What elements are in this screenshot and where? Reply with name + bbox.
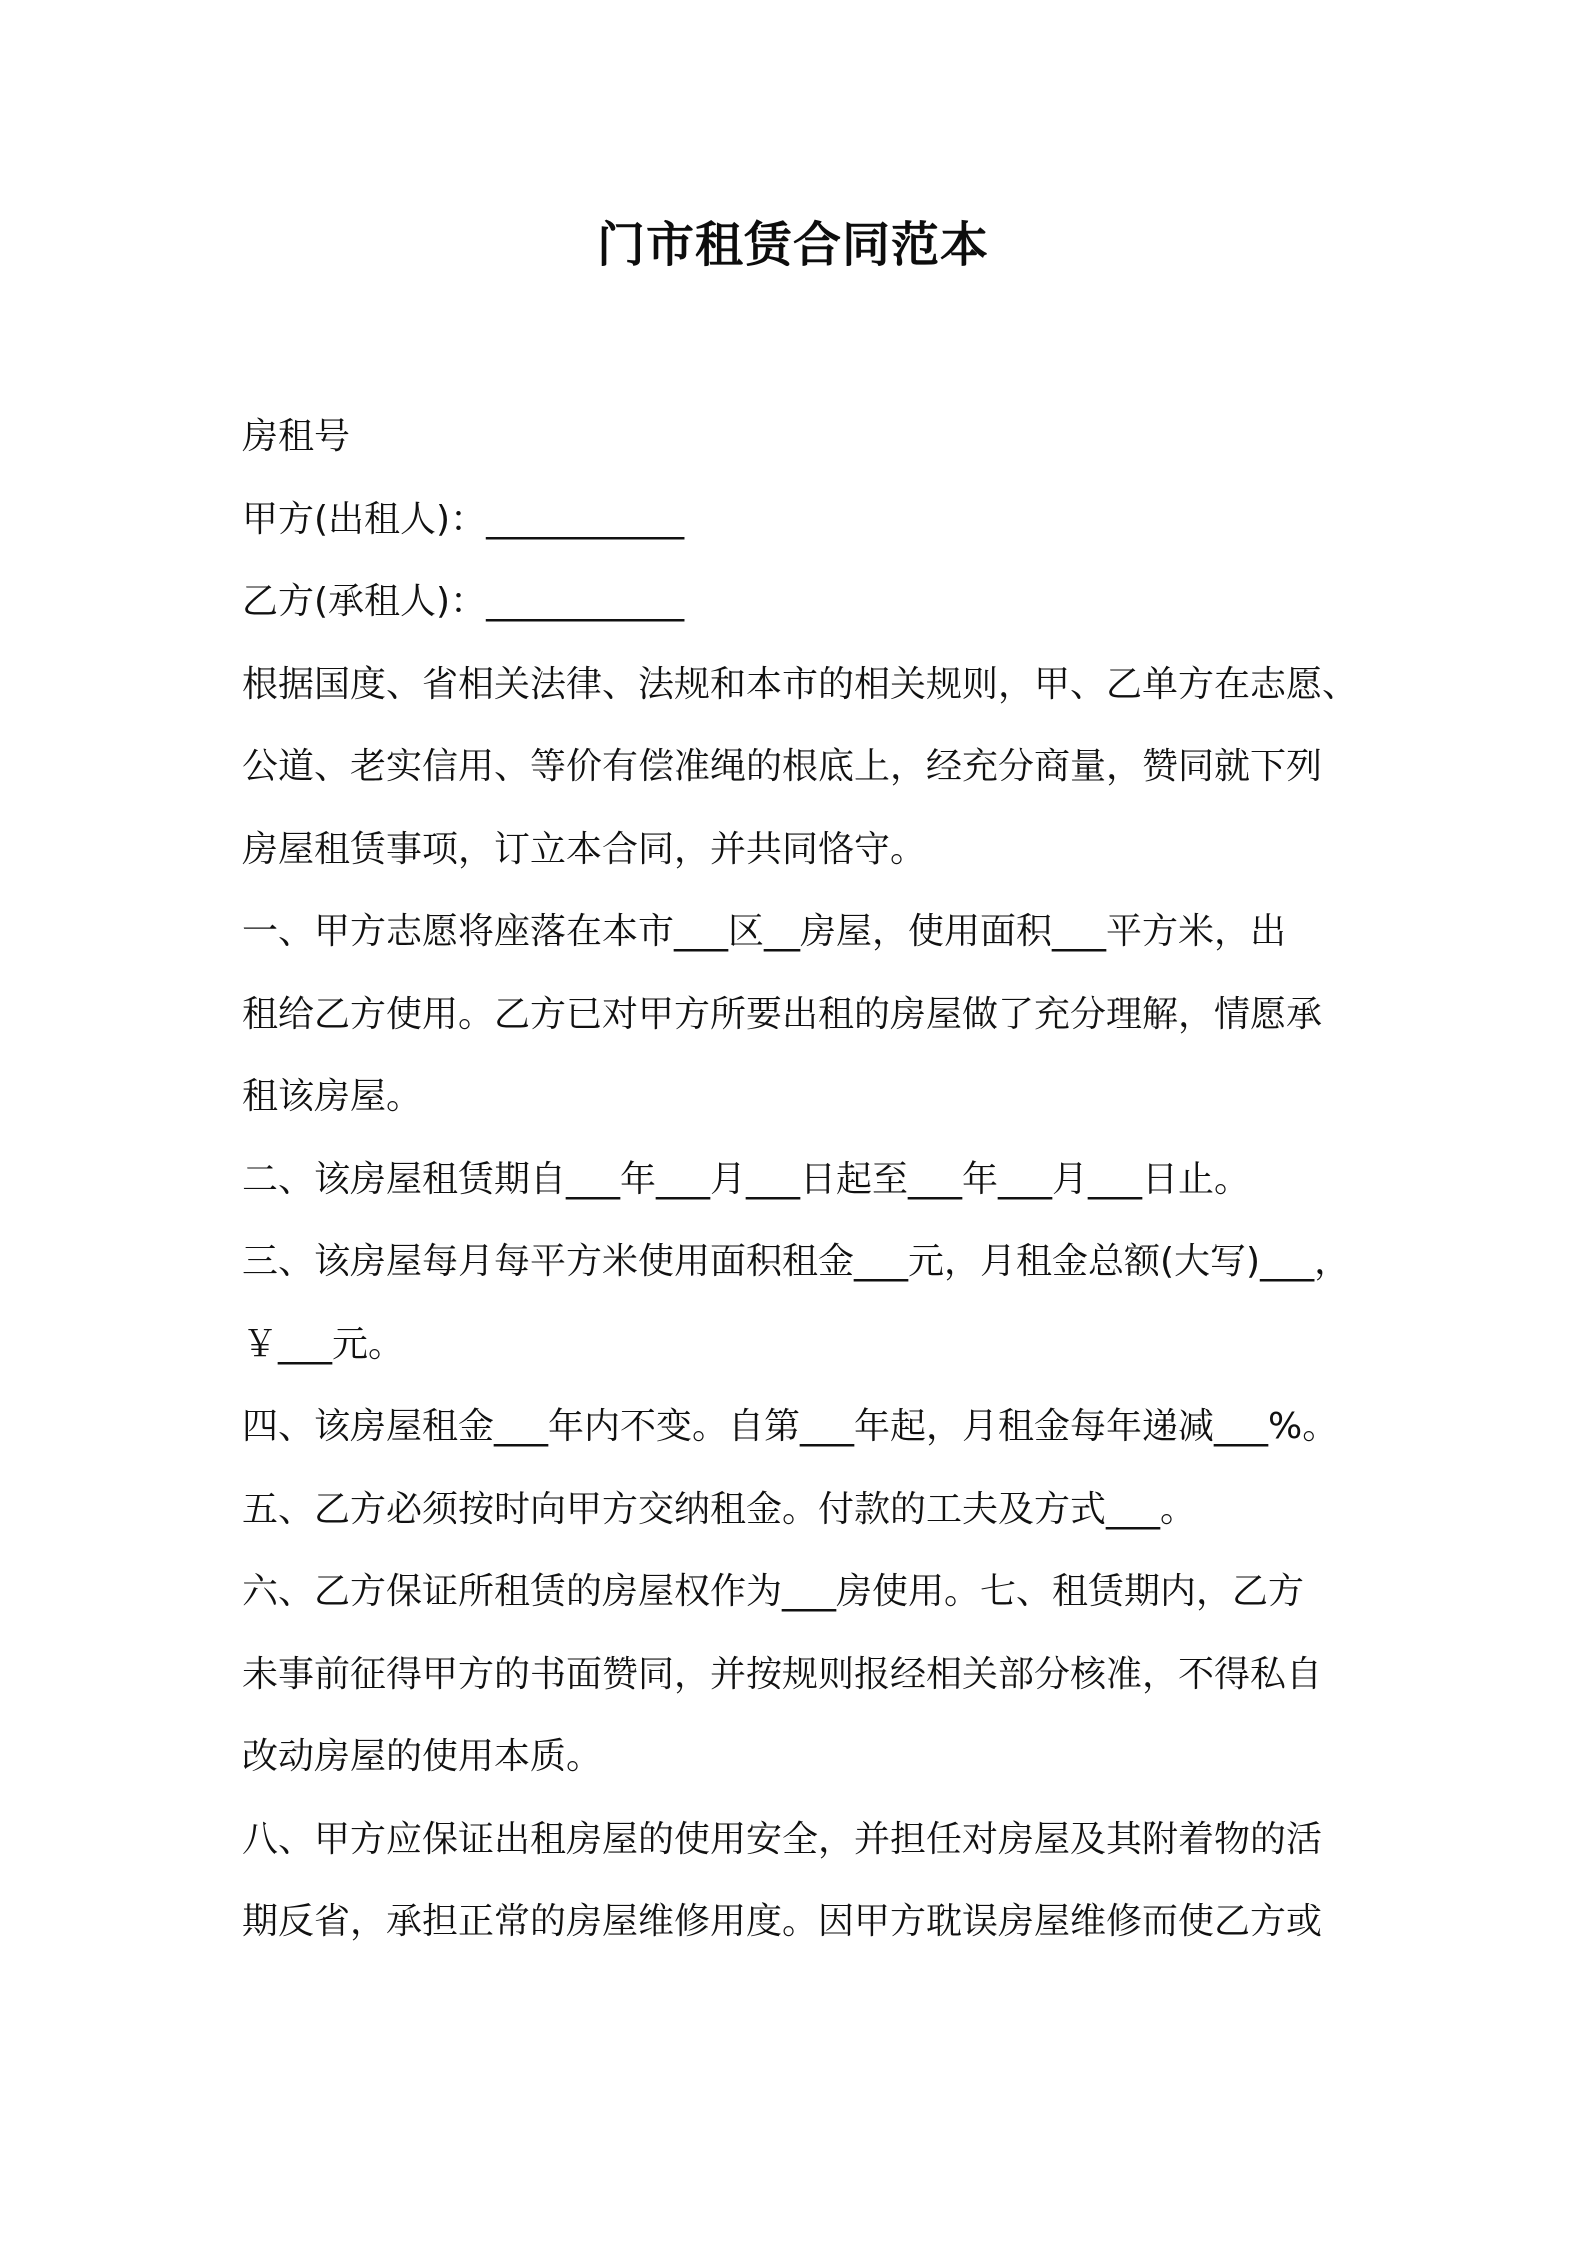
text-line-clause-6-7a: 六、乙方保证所租赁的房屋权作为___房使用。七、租赁期内，乙方 [242, 1571, 1305, 1612]
text-line-clause-7c: 改动房屋的使用本质。 [242, 1736, 603, 1777]
text-line-preamble-1: 根据国度、省相关法律、法规和本市的相关规则，甲、乙单方在志愿、 [242, 663, 1359, 705]
text-line-clause-7b: 未事前征得甲方的书面赞同，并按规则报经相关部分核准，不得私自 [242, 1653, 1323, 1695]
text-line-clause-3a: 三、该房屋每月每平方米使用面积租金___元，月租金总额(大写)___， [242, 1241, 1351, 1282]
text-line-clause-1c: 租该房屋。 [242, 1076, 423, 1117]
text-line-clause-4: 四、该房屋租金___年内不变。自第___年起，月租金每年递减___%。 [242, 1406, 1339, 1447]
text-line-clause-3b: ￥___元。 [242, 1323, 405, 1365]
text-line-party-a: 甲方(出租人)：___________ [242, 498, 685, 540]
text-line-clause-5: 五、乙方必须按时向甲方交纳租金。付款的工夫及方式___。 [242, 1488, 1197, 1530]
text-line-preamble-2: 公道、老实信用、等价有偿准绳的根底上，经充分商量，赞同就下列 [242, 746, 1323, 787]
text-line-rental-number: 房租号 [242, 416, 351, 457]
document-title: 门市租赁合同范本 [596, 217, 989, 273]
text-line-clause-1a: 一、甲方志愿将座落在本市___区__房屋，使用面积___平方米，出 [242, 911, 1287, 952]
text-line-preamble-3: 房屋租赁事项，订立本合同，并共同恪守。 [242, 828, 927, 870]
text-line-clause-8a: 八、甲方应保证出租房屋的使用安全，并担任对房屋及其附着物的活 [242, 1818, 1323, 1860]
document-body [242, 396, 1359, 1964]
text-line-party-b: 乙方(承租人)：___________ [242, 581, 685, 622]
text-line-clause-8b: 期反省，承担正常的房屋维修用度。因甲方耽误房屋维修而使乙方或 [242, 1901, 1323, 1942]
text-line-clause-1b: 租给乙方使用。乙方已对甲方所要出租的房屋做了充分理解，情愿承 [242, 993, 1323, 1035]
text-line-clause-2: 二、该房屋租赁期自___年___月___日起至___年___月___日止。 [242, 1158, 1251, 1200]
